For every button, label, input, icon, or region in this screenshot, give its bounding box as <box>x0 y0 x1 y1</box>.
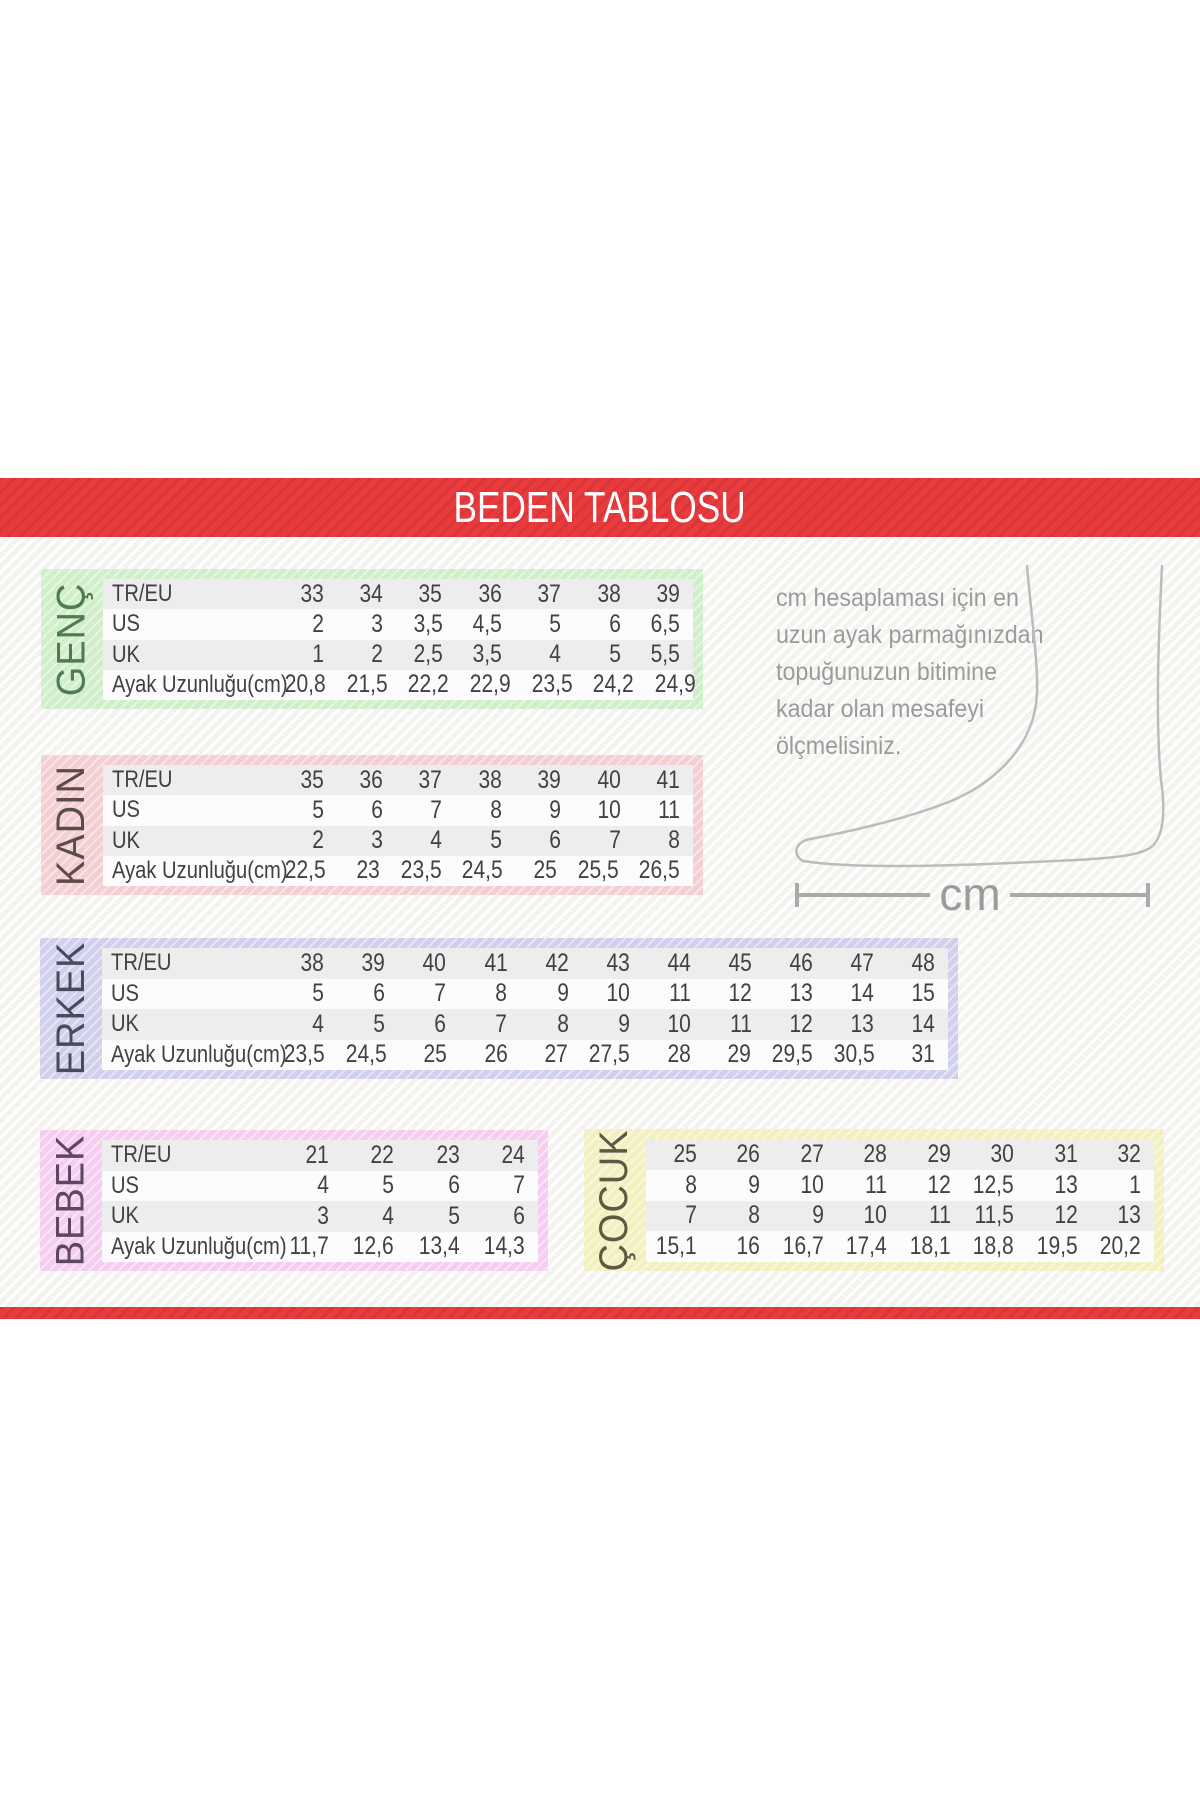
table-cell: 13 <box>850 1009 874 1038</box>
table-category-label: BEBEK <box>48 1134 93 1267</box>
table-cell: 7 <box>430 795 443 824</box>
table-cell: 12 <box>927 1170 951 1199</box>
table-cell: 39 <box>361 948 386 977</box>
row-header-cell: UK <box>111 1202 140 1230</box>
table-cell: 6 <box>608 609 621 638</box>
row-header-cell: Ayak Uzunluğu(cm) <box>111 1040 287 1068</box>
foot-measurement-illustration <box>770 552 1170 912</box>
table-cell: 2,5 <box>413 640 443 669</box>
table-cell: 1 <box>311 640 324 669</box>
size-table-cocuk <box>584 1129 1164 1271</box>
size-table-grid <box>102 948 948 1070</box>
table-cell: 22 <box>370 1140 394 1169</box>
table-cell: 25 <box>533 856 557 885</box>
table-row <box>102 1201 538 1232</box>
table-cell: 6 <box>447 1171 460 1200</box>
size-table-bebek <box>40 1130 548 1271</box>
table-row <box>102 1009 948 1040</box>
table-cell: 23 <box>436 1140 460 1169</box>
table-cell: 23,5 <box>531 670 573 699</box>
table-cell: 39 <box>656 579 680 608</box>
table-cell: 14 <box>911 1009 936 1038</box>
table-cell: 24,2 <box>593 670 635 699</box>
table-cell: 11,5 <box>974 1201 1014 1230</box>
row-header-cell: UK <box>111 1010 140 1038</box>
table-row <box>102 948 948 979</box>
table-cell: 3,5 <box>472 640 502 669</box>
table-cell: 6 <box>373 979 386 1008</box>
table-cell: 5 <box>447 1201 460 1230</box>
table-cell: 14 <box>850 979 874 1008</box>
table-cell: 4 <box>430 826 443 855</box>
instruction-line: uzun ayak parmağınızdan <box>776 621 1044 649</box>
table-cell: 7 <box>513 1171 525 1200</box>
table-cell: 38 <box>300 948 325 977</box>
table-cell: 13 <box>789 979 813 1008</box>
table-cell: 17,4 <box>846 1232 887 1261</box>
table-cell: 4,5 <box>472 609 502 638</box>
table-cell: 46 <box>789 948 813 977</box>
table-row <box>646 1231 1154 1262</box>
table-category-label: ERKEK <box>48 941 93 1076</box>
table-cell: 3 <box>371 826 383 855</box>
table-cell: 5 <box>373 1009 386 1038</box>
table-cell: 38 <box>597 579 621 608</box>
table-cell: 7 <box>434 979 447 1008</box>
table-cell: 36 <box>359 765 383 794</box>
category-label-strip <box>40 1130 102 1271</box>
table-cell: 19,5 <box>1036 1232 1078 1261</box>
table-cell: 13,4 <box>418 1232 460 1261</box>
table-cell: 27,5 <box>588 1040 630 1069</box>
table-category-label: GENÇ <box>49 582 94 696</box>
table-cell: 20,2 <box>1100 1232 1141 1261</box>
table-cell: 24,9 <box>654 670 696 699</box>
page-title: BEDEN TABLOSU <box>453 482 747 532</box>
table-cell: 12,6 <box>353 1232 394 1261</box>
table-row <box>102 1040 948 1071</box>
instruction-line: topuğunuzun bitimine <box>776 658 998 686</box>
category-label-strip <box>584 1129 646 1271</box>
size-table-grid <box>102 1140 538 1262</box>
size-table-grid <box>103 579 696 700</box>
table-cell: 41 <box>656 765 680 794</box>
table-cell: 25 <box>423 1040 447 1069</box>
row-header-cell: US <box>112 610 141 638</box>
table-cell: 5 <box>549 609 562 638</box>
table-category-label: ÇOCUK <box>592 1129 637 1271</box>
size-table-kadin <box>41 755 703 895</box>
table-cell: 4 <box>382 1201 394 1230</box>
table-cell: 40 <box>597 765 621 794</box>
table-cell: 35 <box>418 579 443 608</box>
table-row <box>102 1140 538 1171</box>
row-header-cell: US <box>111 1171 140 1199</box>
table-cell: 10 <box>667 1009 691 1038</box>
row-header-cell: TR/EU <box>111 1141 172 1169</box>
row-header-cell: US <box>111 979 140 1007</box>
table-row <box>103 795 693 825</box>
table-row <box>102 1232 538 1263</box>
table-cell: 16 <box>736 1232 760 1261</box>
table-cell: 30 <box>990 1139 1014 1168</box>
table-row <box>103 579 693 609</box>
table-cell: 3,5 <box>413 609 443 638</box>
instruction-line: kadar olan mesafeyi <box>776 695 985 723</box>
table-cell: 4 <box>312 1009 325 1038</box>
row-header-cell: TR/EU <box>111 949 172 977</box>
instruction-line: cm hesaplaması için en <box>776 584 1019 612</box>
table-row <box>103 609 693 639</box>
table-cell: 42 <box>545 948 569 977</box>
foot-outline <box>796 566 1163 866</box>
table-cell: 28 <box>667 1040 691 1069</box>
table-cell: 13 <box>1054 1170 1078 1199</box>
table-cell: 25 <box>673 1139 697 1168</box>
table-cell: 6,5 <box>650 609 680 638</box>
table-cell: 2 <box>311 826 324 855</box>
table-cell: 37 <box>537 579 562 608</box>
table-cell: 31 <box>911 1040 936 1069</box>
table-cell: 8 <box>556 1009 569 1038</box>
table-row <box>103 640 693 670</box>
table-row <box>646 1139 1154 1170</box>
table-cell: 6 <box>549 826 562 855</box>
table-cell: 9 <box>811 1201 824 1230</box>
table-cell: 10 <box>597 795 621 824</box>
table-cell: 43 <box>606 948 630 977</box>
table-cell: 23,5 <box>283 1040 325 1069</box>
table-cell: 22,9 <box>469 670 511 699</box>
table-cell: 7 <box>495 1009 508 1038</box>
table-cell: 2 <box>371 640 383 669</box>
table-cell: 12 <box>1054 1201 1078 1230</box>
table-cell: 26 <box>736 1139 760 1168</box>
table-cell: 41 <box>484 948 508 977</box>
row-header-cell: UK <box>112 826 141 854</box>
row-header-cell: Ayak Uzunluğu(cm) <box>111 1232 287 1260</box>
table-cell: 27 <box>800 1139 824 1168</box>
table-row <box>103 826 693 856</box>
table-cell: 48 <box>911 948 936 977</box>
table-cell: 7 <box>684 1201 697 1230</box>
table-cell: 12,5 <box>973 1170 1014 1199</box>
table-cell: 4 <box>316 1171 329 1200</box>
table-cell: 3 <box>371 609 383 638</box>
table-cell: 9 <box>556 979 569 1008</box>
table-cell: 16,7 <box>782 1232 824 1261</box>
table-cell: 6 <box>513 1201 525 1230</box>
table-cell: 11 <box>658 795 680 824</box>
table-cell: 30,5 <box>833 1040 875 1069</box>
table-cell: 3 <box>316 1201 329 1230</box>
table-cell: 12 <box>728 979 752 1008</box>
table-cell: 18,1 <box>909 1232 951 1261</box>
table-cell: 6 <box>371 795 383 824</box>
category-label-strip <box>41 569 103 709</box>
table-cell: 15,1 <box>655 1232 697 1261</box>
table-cell: 26,5 <box>639 856 681 885</box>
instruction-line: ölçmelisiniz. <box>776 732 902 760</box>
table-row <box>646 1170 1154 1201</box>
table-cell: 7 <box>608 826 621 855</box>
table-cell: 10 <box>863 1201 887 1230</box>
table-row <box>103 670 696 700</box>
table-cell: 5 <box>490 826 502 855</box>
size-table-grid <box>103 765 693 886</box>
table-cell: 15 <box>911 979 936 1008</box>
table-cell: 10 <box>606 979 630 1008</box>
table-cell: 24,5 <box>345 1040 387 1069</box>
category-label-strip <box>41 755 103 895</box>
cm-unit-label: cm <box>939 868 1001 912</box>
table-cell: 11,7 <box>289 1232 329 1261</box>
table-cell: 5 <box>312 979 325 1008</box>
row-header-cell: Ayak Uzunluğu(cm) <box>112 856 288 884</box>
table-cell: 8 <box>495 979 508 1008</box>
table-cell: 11 <box>928 1201 951 1230</box>
size-table-erkek <box>40 938 958 1079</box>
table-cell: 8 <box>668 826 680 855</box>
table-cell: 28 <box>863 1139 887 1168</box>
table-cell: 47 <box>850 948 874 977</box>
row-header-cell: US <box>112 796 141 824</box>
table-cell: 22,2 <box>408 670 450 699</box>
table-row <box>102 979 948 1010</box>
row-header-cell: UK <box>112 640 141 668</box>
table-cell: 14,3 <box>484 1232 525 1261</box>
table-cell: 25,5 <box>577 856 619 885</box>
table-cell: 26 <box>484 1040 508 1069</box>
table-cell: 2 <box>311 609 324 638</box>
row-header-cell: Ayak Uzunluğu(cm) <box>112 670 288 698</box>
table-cell: 11 <box>668 979 691 1008</box>
table-cell: 44 <box>667 948 691 977</box>
table-cell: 38 <box>478 765 502 794</box>
table-cell: 29 <box>927 1139 951 1168</box>
table-row <box>103 856 693 886</box>
size-table-grid <box>646 1139 1154 1262</box>
table-cell: 6 <box>434 1009 447 1038</box>
table-cell: 29,5 <box>771 1040 813 1069</box>
table-row <box>102 1171 538 1202</box>
table-cell: 20,8 <box>284 670 326 699</box>
table-cell: 9 <box>748 1170 760 1199</box>
table-cell: 34 <box>359 579 383 608</box>
table-cell: 5 <box>382 1171 394 1200</box>
table-row <box>646 1201 1154 1232</box>
table-cell: 8 <box>490 795 502 824</box>
table-cell: 27 <box>544 1040 569 1069</box>
table-cell: 11 <box>729 1009 752 1038</box>
table-cell: 9 <box>617 1009 630 1038</box>
bottom-red-bar <box>0 1307 1200 1319</box>
table-cell: 29 <box>727 1040 752 1069</box>
table-cell: 21 <box>305 1140 329 1169</box>
table-cell: 31 <box>1054 1139 1078 1168</box>
table-cell: 32 <box>1117 1139 1141 1168</box>
table-row <box>103 765 693 795</box>
size-table-genc <box>41 569 703 709</box>
table-cell: 24 <box>501 1140 525 1169</box>
table-cell: 8 <box>684 1170 697 1199</box>
table-cell: 21,5 <box>346 670 388 699</box>
row-header-cell: TR/EU <box>112 766 173 794</box>
table-cell: 11 <box>865 1170 887 1199</box>
table-category-label: KADIN <box>49 764 94 886</box>
table-cell: 37 <box>418 765 443 794</box>
table-cell: 45 <box>728 948 752 977</box>
table-cell: 9 <box>549 795 562 824</box>
table-cell: 22,5 <box>284 856 326 885</box>
table-cell: 35 <box>300 765 324 794</box>
table-cell: 1 <box>1129 1170 1141 1199</box>
table-cell: 13 <box>1117 1201 1141 1230</box>
table-cell: 12 <box>789 1009 813 1038</box>
table-cell: 33 <box>300 579 324 608</box>
table-cell: 5,5 <box>650 640 680 669</box>
table-cell: 40 <box>422 948 447 977</box>
table-cell: 8 <box>748 1201 760 1230</box>
row-header-cell: TR/EU <box>112 580 173 608</box>
table-cell: 23,5 <box>400 856 442 885</box>
table-cell: 24,5 <box>461 856 503 885</box>
table-cell: 18,8 <box>973 1232 1014 1261</box>
table-cell: 10 <box>800 1170 824 1199</box>
table-cell: 39 <box>537 765 562 794</box>
header-banner <box>0 478 1200 537</box>
table-cell: 36 <box>478 579 502 608</box>
table-cell: 4 <box>549 640 562 669</box>
category-label-strip <box>40 938 102 1079</box>
table-cell: 23 <box>356 856 380 885</box>
table-cell: 5 <box>311 795 324 824</box>
table-cell: 5 <box>608 640 621 669</box>
